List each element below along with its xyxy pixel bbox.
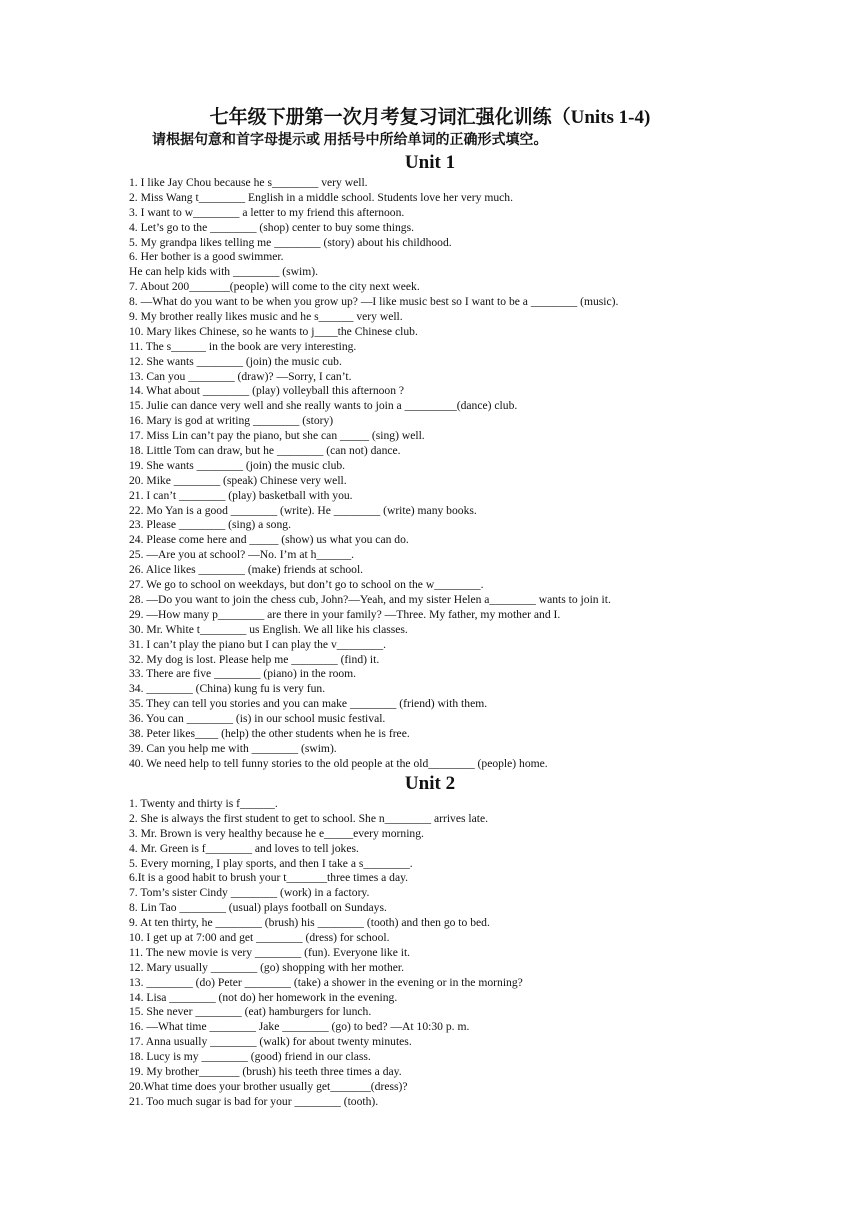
exercise-item: 24. Please come here and _____ (show) us what you can do. bbox=[129, 533, 409, 547]
exercise-item: 15. Julie can dance very well and she really wants to join a _________(dance) club. bbox=[129, 399, 518, 413]
exercise-item: 14. What about ________ (play) volleyball this afternoon ? bbox=[129, 384, 405, 398]
exercise-item: 4. Let’s go to the ________ (shop) center to buy some things. bbox=[129, 220, 414, 234]
exercise-item: 6. Her bother is a good swimmer. bbox=[129, 250, 284, 264]
exercise-item: 17. Miss Lin can’t pay the piano, but she can _____ (sing) well. bbox=[129, 429, 425, 443]
exercise-item: 34. ________ (China) kung fu is very fun. bbox=[129, 682, 326, 696]
exercise-item: 13. Can you ________ (draw)? —Sorry, I can’t. bbox=[129, 369, 352, 383]
exercise-item: 31. I can’t play the piano but I can play the v________. bbox=[129, 637, 387, 651]
exercise-item: 12. Mary usually ________ (go) shopping with her mother. bbox=[129, 960, 405, 974]
exercise-item: 30. Mr. White t________ us English. We all like his classes. bbox=[129, 622, 408, 636]
exercise-item: 19. She wants ________ (join) the music club. bbox=[129, 458, 346, 472]
exercise-item: 35. They can tell you stories and you can make ________ (friend) with them. bbox=[129, 697, 488, 711]
exercise-item: 40. We need help to tell funny stories to the old people at the old________ (people) home. bbox=[129, 756, 548, 770]
exercise-item: 19. My brother_______ (brush) his teeth three times a day. bbox=[129, 1065, 402, 1079]
exercise-item: 9. My brother really likes music and he s______ very well. bbox=[129, 310, 403, 324]
exercise-item: 2. Miss Wang t________ English in a middle school. Students love her very much. bbox=[129, 190, 513, 204]
exercise-item: 18. Lucy is my ________ (good) friend in our class. bbox=[129, 1050, 371, 1064]
exercise-item: 5. Every morning, I play sports, and then I take a s________. bbox=[129, 856, 413, 870]
exercise-item: 39. Can you help me with ________ (swim). bbox=[129, 741, 337, 755]
exercise-item: 25. —Are you at school? —No. I’m at h______. bbox=[129, 548, 355, 562]
exercise-item: 7. About 200_______(people) will come to the city next week. bbox=[129, 280, 420, 294]
exercise-item: 26. Alice likes ________ (make) friends at school. bbox=[129, 563, 364, 577]
exercise-item: 6.It is a good habit to brush your t_______three times a day. bbox=[129, 871, 409, 885]
exercise-item: 23. Please ________ (sing) a song. bbox=[129, 518, 291, 532]
instructions: 请根据句意和首字母提示或 用括号中所给单词的正确形式填空。 bbox=[152, 133, 548, 148]
exercise-item: 1. I like Jay Chou because he s________ very well. bbox=[129, 176, 368, 189]
exercise-item: 2. She is always the first student to get to school. She n________ arrives late. bbox=[129, 811, 489, 825]
unit-2-item-list bbox=[0, 797, 860, 1110]
exercise-item: 38. Peter likes____ (help) the other students when he is free. bbox=[129, 726, 410, 740]
exercise-item: 21. I can’t ________ (play) basketball with you. bbox=[129, 488, 353, 502]
exercise-item: 21. Too much sugar is bad for your ________ (tooth). bbox=[129, 1094, 379, 1108]
exercise-item: 18. Little Tom can draw, but he ________ (can not) dance. bbox=[129, 444, 401, 458]
unit-1-heading: Unit 1 bbox=[404, 152, 456, 173]
exercise-item: 12. She wants ________ (join) the music cub. bbox=[129, 354, 342, 368]
exercise-item: 10. Mary likes Chinese, so he wants to j____the Chinese club. bbox=[129, 324, 418, 338]
exercise-item: 32. My dog is lost. Please help me ________ (find) it. bbox=[129, 652, 380, 666]
exercise-item: 10. I get up at 7:00 and get ________ (dress) for school. bbox=[129, 931, 390, 945]
exercise-item: 13. ________ (do) Peter ________ (take) a shower in the evening or in the morning? bbox=[129, 975, 523, 989]
unit-2-heading: Unit 2 bbox=[404, 773, 456, 794]
exercise-item: 8. —What do you want to be when you grow up? —I like music best so I want to be a ________ (music). bbox=[129, 295, 619, 309]
exercise-item: 3. I want to w________ a letter to my friend this afternoon. bbox=[129, 205, 405, 219]
exercise-item: 29. —How many p________ are there in your family? —Three. My father, my mother and I. bbox=[129, 607, 561, 621]
exercise-item: 20. Mike ________ (speak) Chinese very well. bbox=[129, 473, 347, 487]
exercise-item: 27. We go to school on weekdays, but don’t go to school on the w________. bbox=[129, 578, 484, 592]
exercise-item: 17. Anna usually ________ (walk) for about twenty minutes. bbox=[129, 1035, 412, 1049]
unit-1-section bbox=[0, 152, 860, 772]
exercise-item: 4. Mr. Green is f________ and loves to tell jokes. bbox=[129, 841, 359, 855]
page-title: 七年级下册第一次月考复习词汇强化训练（Units 1-4) bbox=[209, 107, 651, 128]
exercise-item: 8. Lin Tao ________ (usual) plays football on Sundays. bbox=[129, 901, 387, 915]
exercise-item: 20.What time does your brother usually get_______(dress)? bbox=[129, 1079, 408, 1093]
exercise-item: 1. Twenty and thirty is f______. bbox=[129, 797, 278, 810]
unit-2-section bbox=[0, 773, 860, 1110]
exercise-item: 28. —Do you want to join the chess cub, John?—Yeah, and my sister Helen a________ wants to join it. bbox=[129, 592, 611, 606]
exercise-item: 16. —What time ________ Jake ________ (go) to bed? —At 10:30 p. m. bbox=[129, 1020, 470, 1034]
exercise-item: 11. The s______ in the book are very interesting. bbox=[129, 339, 357, 353]
exercise-item: 16. Mary is god at writing ________ (story) bbox=[129, 414, 334, 428]
exercise-item: 33. There are five ________ (piano) in the room. bbox=[129, 667, 357, 681]
exercise-item: 9. At ten thirty, he ________ (brush) his ________ (tooth) and then go to bed. bbox=[129, 916, 490, 930]
unit-1-item-list bbox=[0, 176, 860, 772]
exercise-item: 11. The new movie is very ________ (fun). Everyone like it. bbox=[129, 945, 411, 959]
exercise-item: 36. You can ________ (is) in our school music festival. bbox=[129, 712, 386, 726]
exercise-item: 14. Lisa ________ (not do) her homework in the evening. bbox=[129, 990, 398, 1004]
exercise-item: 22. Mo Yan is a good ________ (write). He ________ (write) many books. bbox=[129, 503, 477, 517]
exercise-item: 15. She never ________ (eat) hamburgers for lunch. bbox=[129, 1005, 372, 1019]
exercise-item: 5. My grandpa likes telling me ________ (story) about his childhood. bbox=[129, 235, 452, 249]
exercise-item: 7. Tom’s sister Cindy ________ (work) in a factory. bbox=[129, 886, 370, 900]
exercise-item: 3. Mr. Brown is very healthy because he e_____every morning. bbox=[129, 826, 424, 840]
exercise-item: He can help kids with ________ (swim). bbox=[129, 265, 319, 279]
